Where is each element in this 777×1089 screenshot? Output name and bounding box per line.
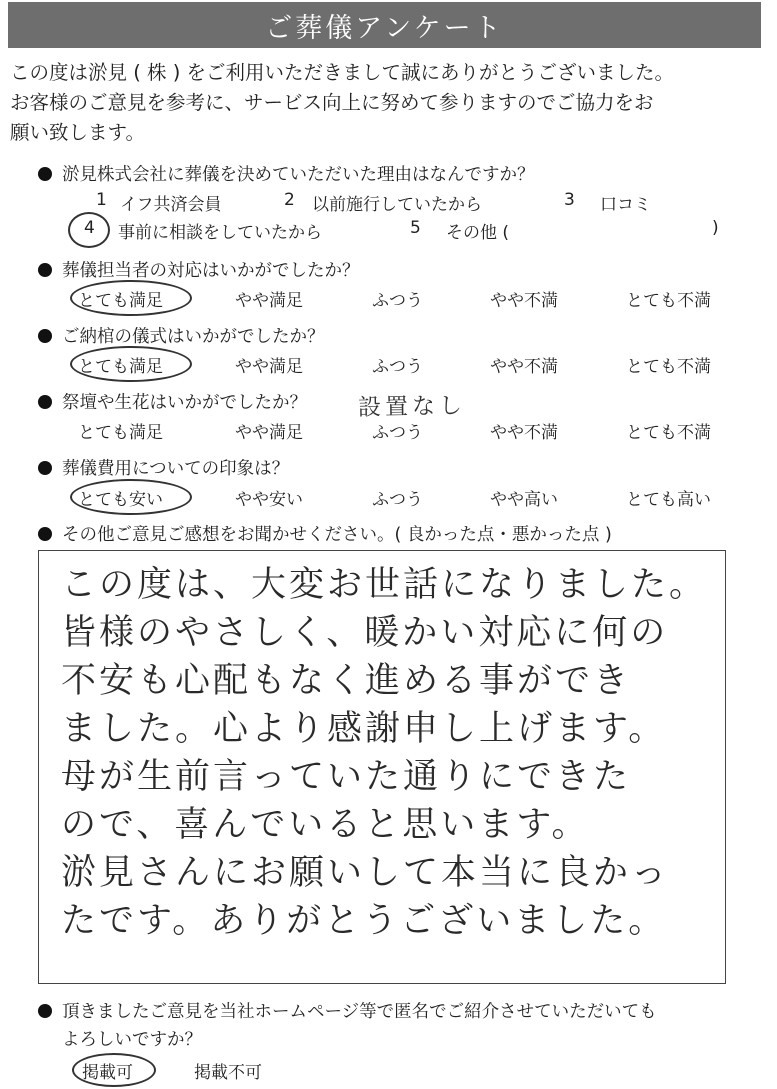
question-5-text: 葬儀費用についての印象は？ (62, 459, 290, 479)
bullet-icon (38, 1004, 52, 1018)
option-somewhat-dissatisfied[interactable]: やや不満 (490, 423, 558, 443)
option-very-satisfied[interactable]: とても満足 (78, 357, 163, 377)
option-5-number: 5 (410, 218, 421, 238)
survey-title-bar (8, 2, 761, 48)
question-4-options (0, 418, 777, 442)
question-3-text: ご納棺の儀式はいかがでしたか？ (62, 327, 325, 347)
intro-line: お客様のご意見を参考に、サービス向上に努めて参りますのでご協力をお (10, 91, 654, 114)
question-6 (38, 521, 612, 546)
question-1-options-row-2 (0, 218, 777, 242)
question-2-options (0, 286, 777, 310)
question-4-text: 祭壇や生花はいかがでしたか？ (62, 393, 307, 413)
comment-line: ので、喜んでいると思います。 (61, 805, 590, 845)
selected-circle-q7 (72, 1053, 156, 1087)
comment-line: 不安も心配もなく進める事ができ (61, 661, 632, 701)
option-neutral[interactable]: ふつう (372, 423, 423, 443)
question-7-text-line-2: よろしいですか？ (62, 1030, 202, 1050)
bullet-icon (38, 395, 52, 409)
option-4-label[interactable]: 事前に相談をしていたから (118, 223, 322, 243)
option-1-label[interactable]: イフ共済会員 (120, 195, 222, 215)
bullet-icon (38, 461, 52, 475)
comment-line: 母が生前言っていた通りにできた (61, 757, 632, 797)
intro-line: この度は淤見 ( 株 ) をご利用いただきまして誠にありがとうございました。 (10, 61, 675, 84)
question-3 (38, 323, 325, 348)
option-very-expensive[interactable]: とても高い (626, 490, 711, 510)
option-very-satisfied[interactable]: とても満足 (78, 423, 163, 443)
option-very-cheap[interactable]: とても安い (78, 490, 163, 510)
comment-line: ました。心より感謝申し上げます。 (61, 709, 667, 749)
question-5-options (0, 485, 777, 509)
option-somewhat-satisfied[interactable]: やや満足 (235, 357, 303, 377)
option-somewhat-cheap[interactable]: やや安い (235, 490, 303, 510)
option-very-dissatisfied[interactable]: とても不満 (626, 291, 711, 311)
option-somewhat-satisfied[interactable]: やや満足 (235, 291, 303, 311)
bullet-icon (38, 329, 52, 343)
question-2 (38, 257, 360, 282)
comment-line: 皆様のやさしく、暖かい対応に何の (61, 613, 669, 653)
comment-line: たです。ありがとうございました。 (61, 901, 667, 941)
intro-text (10, 58, 765, 148)
intro-line: 願い致します。 (10, 121, 145, 144)
option-2-label[interactable]: 以前施行していたから (312, 195, 482, 215)
question-5 (38, 455, 289, 480)
question-3-options (0, 352, 777, 376)
bullet-icon (38, 527, 52, 541)
option-somewhat-satisfied[interactable]: やや満足 (235, 423, 303, 443)
handwritten-note: 設置なし (357, 393, 467, 421)
option-publish-not-ok[interactable]: 掲載不可 (194, 1063, 262, 1083)
question-7-text-line-1: 頂きましたご意見を当社ホームページ等で匿名でご紹介させていただいても (62, 1002, 657, 1022)
survey-title: ご葬儀アンケート (265, 12, 504, 44)
question-4 (38, 389, 307, 414)
comment-line: 淤見さんにお願いして本当に良かっ (61, 853, 670, 893)
option-publish-ok[interactable]: 掲載可 (82, 1063, 133, 1083)
question-1-options-row-1 (0, 190, 777, 214)
option-neutral[interactable]: ふつう (372, 291, 423, 311)
question-6-text: その他ご意見ご感想をお聞かせください。( 良かった点・悪かった点 ) (62, 525, 612, 545)
question-1-text: 淤見株式会社に葬儀を決めていただいた理由はなんですか？ (62, 165, 535, 185)
bullet-icon (38, 167, 52, 181)
option-4-number: 4 (84, 218, 95, 238)
option-neutral[interactable]: ふつう (372, 490, 423, 510)
comment-box[interactable] (38, 550, 726, 984)
bullet-icon (38, 263, 52, 277)
comment-line: この度は、大変お世話になりました。 (61, 565, 708, 605)
option-very-dissatisfied[interactable]: とても不満 (626, 357, 711, 377)
option-somewhat-dissatisfied[interactable]: やや不満 (490, 291, 558, 311)
question-7 (38, 998, 657, 1023)
option-somewhat-dissatisfied[interactable]: やや不満 (490, 357, 558, 377)
option-2-number: 2 (284, 190, 295, 210)
option-somewhat-expensive[interactable]: やや高い (490, 490, 558, 510)
option-3-number: 3 (564, 190, 575, 210)
question-2-text: 葬儀担当者の対応はいかがでしたか？ (62, 261, 360, 281)
option-5-close-paren: ) (712, 218, 719, 238)
option-neutral[interactable]: ふつう (372, 357, 423, 377)
question-1 (38, 161, 535, 186)
option-very-dissatisfied[interactable]: とても不満 (626, 423, 711, 443)
option-very-satisfied[interactable]: とても満足 (78, 291, 163, 311)
option-1-number: 1 (96, 190, 107, 210)
option-5-label[interactable]: その他 ( (446, 223, 510, 243)
option-3-label[interactable]: 口コミ (600, 195, 651, 215)
